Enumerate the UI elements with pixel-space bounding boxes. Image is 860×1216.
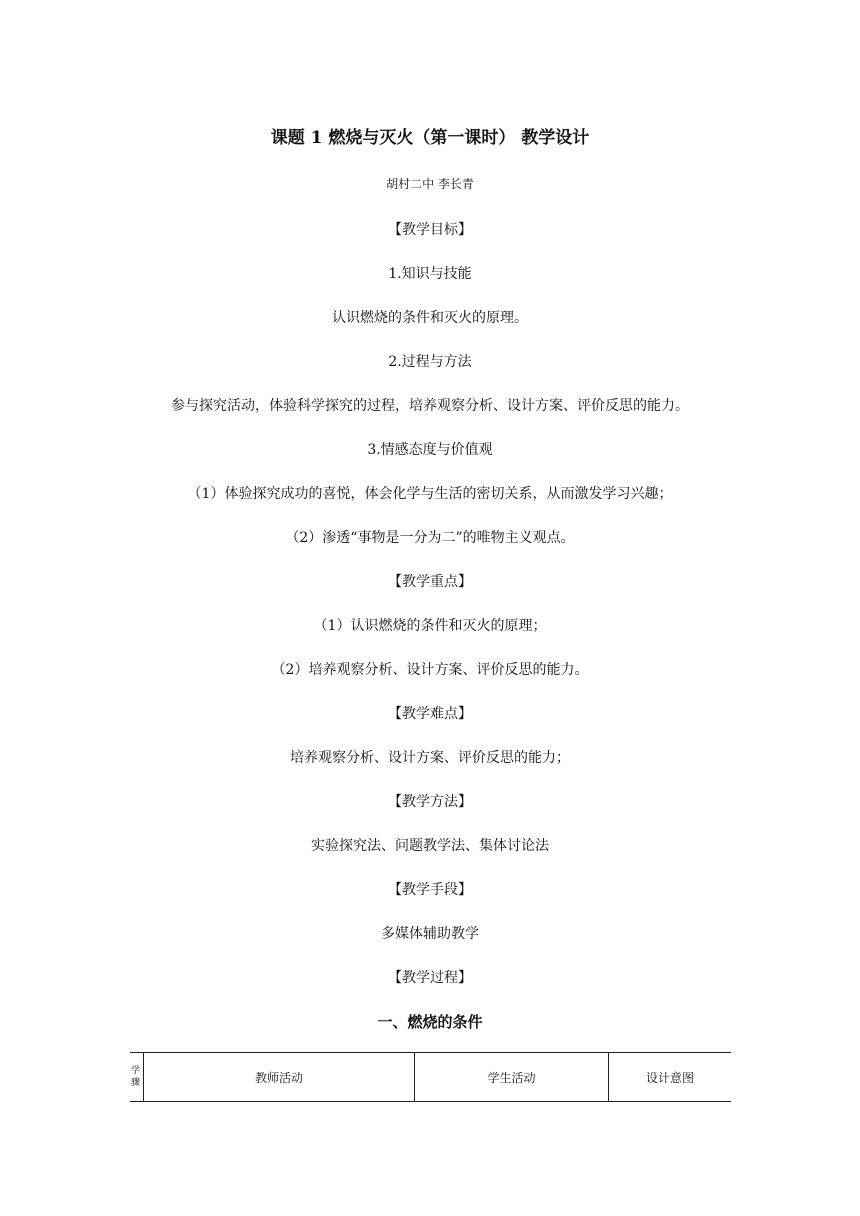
- heading-difficulties: 【教学难点】: [388, 706, 472, 722]
- key-point-1: （1）认识燃烧的条件和灭火的原理；: [313, 618, 547, 634]
- objective-attitude-item-2: （2）渗透“事物是一分为二”的唯物主义观点。: [285, 530, 575, 546]
- heading-means: 【教学手段】: [388, 882, 472, 898]
- objective-process-heading: 2.过程与方法: [388, 354, 472, 370]
- author-line: 胡村二中 李长青: [386, 177, 474, 191]
- objective-process-text: 参与探究活动，体验科学探究的过程，培养观察分析、设计方案、评价反思的能力。: [171, 398, 689, 414]
- heading-process: 【教学过程】: [388, 970, 472, 986]
- table-header-step-bottom: 骤: [131, 1078, 141, 1088]
- methods-text: 实验探究法、问题教学法、集体讨论法: [311, 838, 549, 854]
- objective-attitude-item-1: （1）体验探究成功的喜悦，体会化学与生活的密切关系，从而激发学习兴趣；: [187, 486, 673, 502]
- table-header-teacher: 教师活动: [143, 1053, 414, 1101]
- table-header-step: [130, 1053, 143, 1101]
- table-header-student: 学生活动: [414, 1053, 608, 1101]
- section-heading: 一、燃烧的条件: [377, 1013, 483, 1031]
- objective-knowledge-heading: 1.知识与技能: [388, 266, 472, 282]
- table-header-intent: 设计意图: [608, 1053, 731, 1101]
- key-point-2: （2）培养观察分析、设计方案、评价反思的能力。: [271, 662, 589, 678]
- heading-teaching-objectives: 【教学目标】: [388, 222, 472, 238]
- heading-key-points: 【教学重点】: [388, 574, 472, 590]
- objective-attitude-heading: 3.情感态度与价值观: [367, 442, 493, 458]
- process-table: [130, 1052, 731, 1102]
- heading-methods: 【教学方法】: [388, 794, 472, 810]
- table-header-step-top: 学: [131, 1066, 141, 1076]
- objective-knowledge-text: 认识燃烧的条件和灭火的原理。: [332, 310, 528, 326]
- document-title: 课题 1 燃烧与灭火（第一课时） 教学设计: [270, 128, 590, 148]
- means-text: 多媒体辅助教学: [381, 926, 479, 942]
- difficulty-text: 培养观察分析、设计方案、评价反思的能力；: [290, 750, 570, 766]
